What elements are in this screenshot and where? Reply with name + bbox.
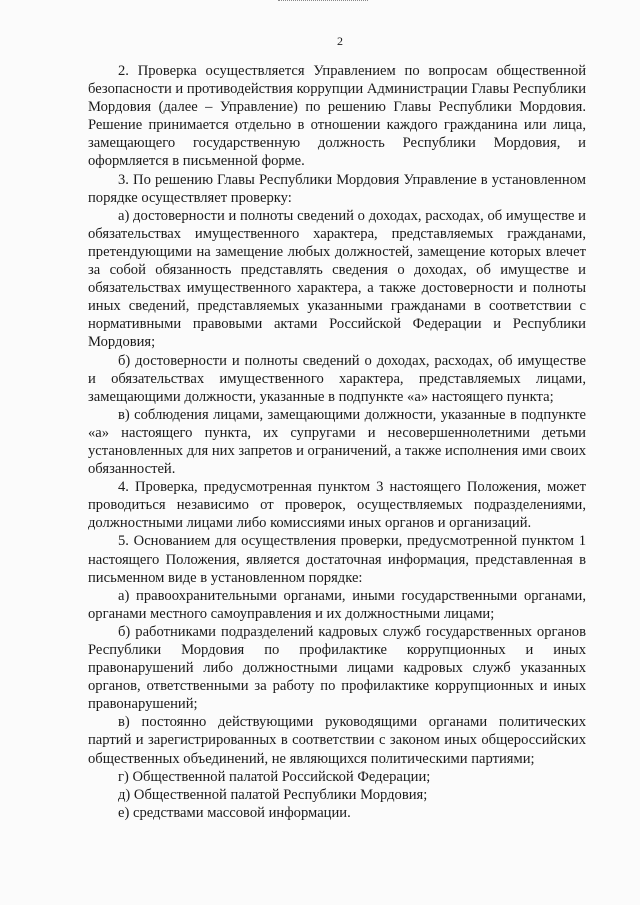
paragraph-5-a: а) правоохранительными органами, иными государственными органами, органами местного самоуправления и их должностными лицами;	[88, 587, 586, 622]
paragraph-3-b: б) достоверности и полноты сведений о доходах, расходах, об имуществе и обязательствах имущественного характера, представляемых лицами, замещающими должности, указанные в подпункте «а» настоящего пункта;	[88, 352, 586, 405]
paragraph-3-a: а) достоверности и полноты сведений о доходах, расходах, об имуществе и обязательствах имущественного характера, представляемых гражданами, претендующими на замещение любых должностей, замещение которых влечет за собой обязанность представлять сведения о доходах, об имуществе и обязательствах имущественного характера, а также достоверности и полноты иных сведений, представляемых указанными гражданами в соответствии с нормативными правовыми актами Российской Федерации и Республики Мордовия;	[88, 207, 586, 351]
document-body	[88, 62, 586, 822]
paragraph-2: 2. Проверка осуществляется Управлением по вопросам общественной безопасности и противодействия коррупции Администрации Главы Республики Мордовия (далее – Управление) по решению Главы Республики Мордовия. Решение принимается отдельно в отношении каждого гражданина или лица, замещающего государственную должность Республики Мордовия, и оформляется в письменной форме.	[88, 63, 586, 170]
paragraph-5-b: б) работниками подразделений кадровых служб государственных органов Республики Мордовия по профилактике коррупционных и иных правонарушений либо должностными лицами кадровых служб указанных органов, ответственными за работу по профилактике коррупционных и иных правонарушений;	[88, 623, 586, 713]
paragraph-4: 4. Проверка, предусмотренная пунктом 3 настоящего Положения, может проводиться независимо от проверок, осуществляемых подразделениями, должностными лицами либо комиссиями иных органов и организаций.	[88, 479, 586, 532]
paragraph-5-e: е) средствами массовой информации.	[118, 804, 351, 821]
paragraph-5-d: д) Общественной палатой Республики Мордовия;	[118, 786, 428, 803]
paragraph-3-v: в) соблюдения лицами, замещающими должности, указанные в подпункте «а» настоящего пункта, их супругами и несовершеннолетними детьми установленных для них запретов и ограничений, а также исполнения ими своих обязанностей.	[88, 406, 586, 478]
page-number: 2	[337, 34, 343, 48]
paragraph-5-v: в) постоянно действующими руководящими органами политических партий и зарегистрированных в соответствии с законом иных общероссийских общественных объединений, не являющихся политическими партиями;	[88, 714, 586, 767]
paragraph-5: 5. Основанием для осуществления проверки, предусмотренной пунктом 1 настоящего Положения, является достаточная информация, представленная в письменном виде в установленном порядке:	[88, 533, 586, 586]
scan-edge-mark	[278, 0, 368, 3]
paragraph-3: 3. По решению Главы Республики Мордовия Управление в установленном порядке осуществляет проверку:	[88, 171, 586, 206]
paragraph-5-g: г) Общественной палатой Российской Федерации;	[118, 768, 431, 785]
